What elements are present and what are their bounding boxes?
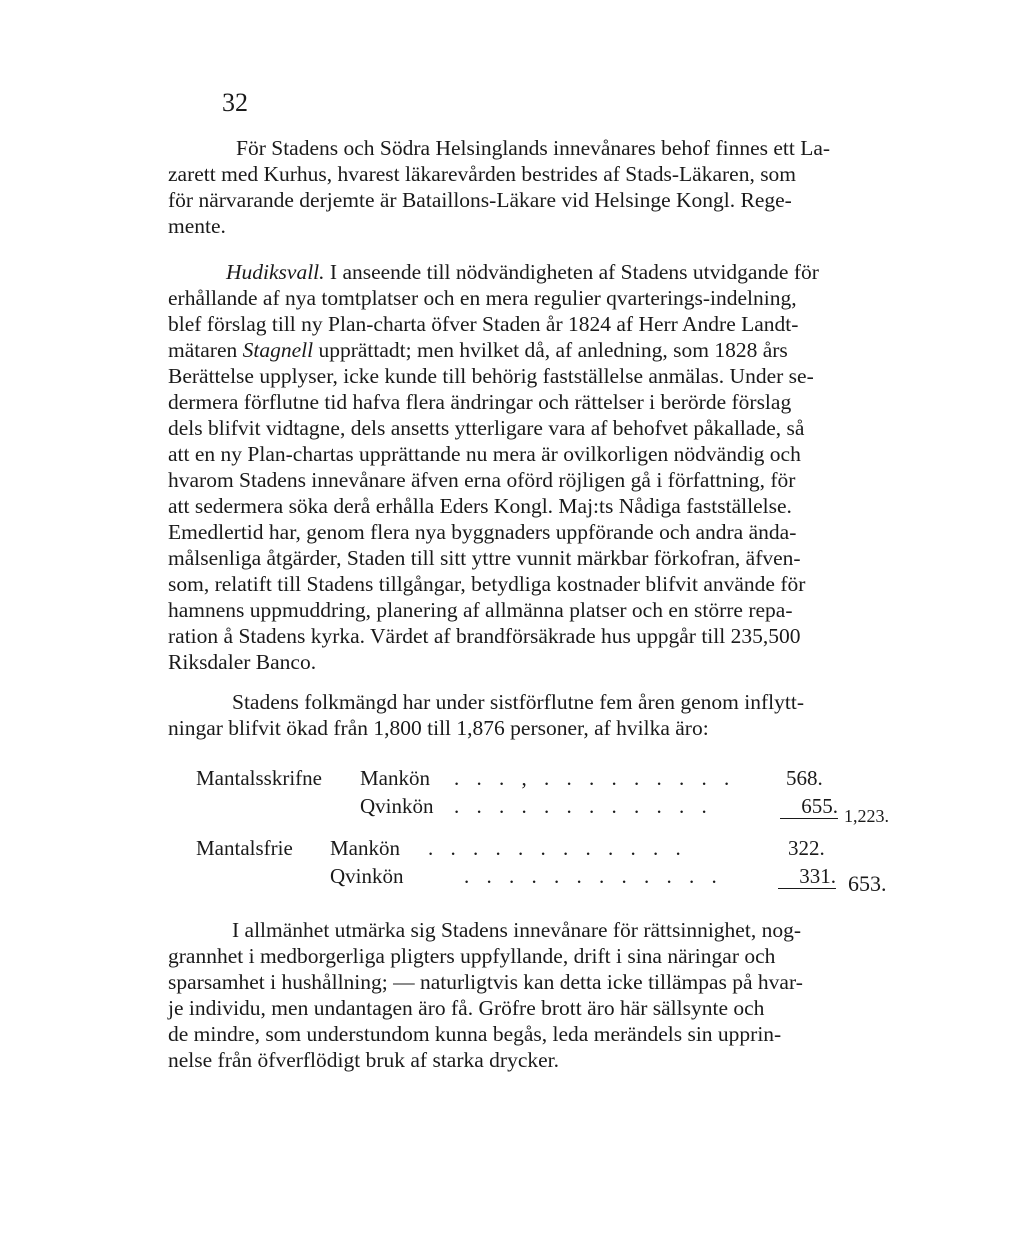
text-line: Stadens folkmängd har under sistförflutne fem åren genom inflytt- (232, 690, 804, 714)
text-line: att sedermera söka derå erhålla Eders Kongl. Maj:ts Nådiga fastställelse. (168, 494, 792, 518)
text-line: målsenliga åtgärder, Staden till sitt yttre vunnit märkbar förkofran, äfven- (168, 546, 801, 570)
leader-dots: . . . . . . . . . . . . (454, 794, 713, 818)
text-line: dels blifvit vidtagne, dels ansetts ytterligare vara af behofvet påkallade, så (168, 416, 805, 440)
text-line: som, relatift till Stadens tillgångar, betydliga kostnader blifvit använde för (168, 572, 806, 596)
text-line: I allmänhet utmärka sig Stadens innevånare för rättsinnighet, nog- (232, 918, 801, 942)
text-line: Berättelse upplyser, icke kunde till behörig fastställelse anmälas. Under se- (168, 364, 814, 388)
text-line: hamnens uppmuddring, planering af allmänna platser och en större repa- (168, 598, 793, 622)
text-line: nelse från öfverflödigt bruk af starka drycker. (168, 1048, 560, 1072)
text-line: je individu, men undantagen äro få. Gröfre brott äro här sällsynte och (168, 996, 765, 1020)
person-name: Stagnell (242, 338, 314, 362)
leader-dots: . . . . . . . . . . . . (428, 836, 687, 860)
text-line: de mindre, som understundom kunna begås, leda merändels sin upprin- (168, 1022, 782, 1046)
text-line: ration å Stadens kyrka. Värdet af brandförsäkrade hus uppgår till 235,500 (168, 624, 801, 648)
text-line: mente. (168, 214, 226, 238)
text-line: blef förslag till ny Plan-charta öfver Staden år 1824 af Herr Andre Landt- (168, 312, 799, 336)
leader-dots: . . . . . . . . . . . . (464, 864, 723, 888)
text-span: upprättadt; men hvilket då, af anledning, som 1828 års (313, 338, 788, 362)
text-line: dermera förflutne tid hafva flera ändringar och rättelser i berörde förslag (168, 390, 792, 414)
text-span: I anseende till nödvändigheten af Stadens utvidgande för (329, 260, 819, 284)
text-line (168, 338, 788, 362)
sex-label: Mankön (330, 836, 400, 860)
text-line (226, 260, 819, 284)
count-value: 331. (778, 864, 836, 889)
text-line: sparsamhet i hushållning; — naturligtvis kan detta icke tillämpas på hvar- (168, 970, 803, 994)
group-total: 1,223. (844, 806, 889, 826)
text-line: För Stadens och Södra Helsinglands innevånares behof finnes ett La- (236, 136, 831, 160)
text-line: hvarom Stadens innevånare äfven erna oförd röjligen gå i författning, för (168, 468, 796, 492)
group-label: Mantalsfrie (196, 836, 293, 860)
count-value: 322. (788, 836, 825, 860)
text-line: erhållande af nya tomtplatser och en mera regulier qvarterings-indelning, (168, 286, 797, 310)
group-label: Mantalsskrifne (196, 766, 322, 790)
text-line: ningar blifvit ökad från 1,800 till 1,876 personer, af hvilka äro: (168, 716, 709, 740)
text-line: för närvarande derjemte är Bataillons-Läkare vid Helsinge Kongl. Rege- (168, 188, 792, 212)
text-span: mätaren (168, 338, 243, 362)
sex-label: Qvinkön (360, 794, 434, 818)
sex-label: Mankön (360, 766, 430, 790)
leader-dots: . . . , . . . . . . . . . (454, 766, 736, 790)
count-value: 655. (780, 794, 838, 819)
place-heading: Hudiksvall. (226, 260, 325, 284)
sex-label: Qvinkön (330, 864, 404, 888)
text-line: att en ny Plan-chartas upprättande nu mera är ovilkorligen nödvändig och (168, 442, 801, 466)
text-line: zarett med Kurhus, hvarest läkarevården bestrides af Stads-Läkaren, som (168, 162, 797, 186)
group-total: 653. (848, 871, 887, 896)
page-number: 32 (222, 88, 248, 117)
count-value: 568. (786, 766, 823, 790)
text-line: Riksdaler Banco. (168, 650, 317, 674)
text-line: grannhet i medborgerliga pligters uppfyllande, drift i sina näringar och (168, 944, 776, 968)
text-line: Emedlertid har, genom flera nya byggnaders uppförande och andra ända- (168, 520, 797, 544)
